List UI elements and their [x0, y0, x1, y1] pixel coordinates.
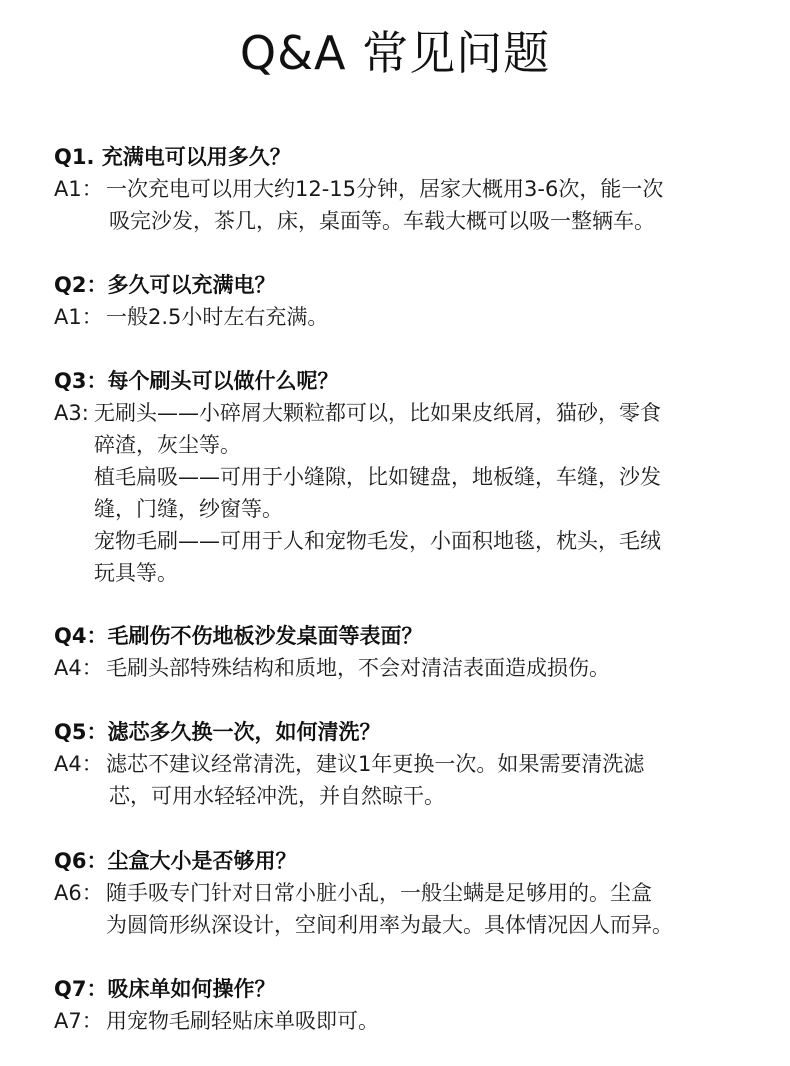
answer-3-line-3: 植毛扁吸——可用于小缝隙，比如键盘，地板缝，车缝，沙发	[94, 465, 661, 489]
question-6: Q6：尘盒大小是否够用？	[54, 849, 297, 873]
answer-4-body	[106, 652, 754, 684]
answer-7-line-1: 用宠物毛刷轻贴床单吸即可。	[106, 1009, 379, 1033]
answer-5-line-2: 芯，可用水轻轻冲洗，并自然晾干。	[109, 784, 445, 808]
question-1: Q1. 充满电可以用多久？	[54, 145, 291, 169]
qa-item-7	[54, 973, 754, 1037]
question-4: Q4：毛刷伤不伤地板沙发桌面等表面？	[54, 624, 423, 648]
answer-5-prefix: A4：	[54, 752, 103, 776]
answer-5	[54, 748, 754, 812]
answer-5-body	[106, 748, 754, 812]
answer-3-line-6: 玩具等。	[94, 561, 178, 585]
answer-3-line-1: 无刷头——小碎屑大颗粒都可以，比如果皮纸屑，猫砂，零食	[94, 401, 661, 425]
answer-6-body	[106, 877, 754, 941]
answer-1	[54, 173, 754, 237]
answer-2-body	[106, 301, 754, 333]
answer-3-body	[94, 397, 754, 589]
answer-3-prefix: A3:	[54, 401, 89, 425]
qa-item-3	[54, 365, 754, 589]
answer-6	[54, 877, 754, 941]
qa-item-5	[54, 716, 754, 812]
answer-6-prefix: A6：	[54, 881, 103, 905]
answer-2-prefix: A1：	[54, 305, 103, 329]
qa-item-2	[54, 269, 754, 333]
question-7: Q7：吸床单如何操作？	[54, 977, 276, 1001]
question-3: Q3：每个刷头可以做什么呢？	[54, 369, 339, 393]
answer-3-line-4: 缝，门缝，纱窗等。	[94, 497, 283, 521]
qa-item-6	[54, 845, 754, 941]
answer-3	[54, 397, 754, 589]
answer-7-prefix: A7：	[54, 1009, 103, 1033]
answer-2-line-1: 一般2.5小时左右充满。	[106, 305, 329, 329]
qa-item-4	[54, 620, 754, 684]
answer-3-line-5: 宠物毛刷——可用于人和宠物毛发，小面积地毯，枕头，毛绒	[94, 529, 661, 553]
page-title: Q&A 常见问题	[239, 26, 551, 80]
question-5: Q5：滤芯多久换一次，如何清洗？	[54, 720, 381, 744]
answer-6-line-2: 为圆筒形纵深设计，空间利用率为最大。具体情况因人而异。	[106, 913, 673, 937]
answer-6-line-1: 随手吸专门针对日常小脏小乱，一般尘螨是足够用的。尘盒	[106, 881, 652, 905]
answer-4-prefix: A4：	[54, 656, 103, 680]
answer-4-line-1: 毛刷头部特殊结构和质地，不会对清洁表面造成损伤。	[106, 656, 610, 680]
answer-1-prefix: A1：	[54, 177, 103, 201]
qa-item-1	[54, 141, 754, 237]
answer-1-line-2: 吸完沙发，茶几，床，桌面等。车载大概可以吸一整辆车。	[109, 209, 655, 233]
answer-4	[54, 652, 754, 684]
answer-7-body	[106, 1005, 754, 1037]
answer-7	[54, 1005, 754, 1037]
answer-1-body	[106, 173, 754, 237]
answer-1-line-1: 一次充电可以用大约12-15分钟，居家大概用3-6次，能一次	[106, 177, 664, 201]
answer-3-line-2: 碎渣，灰尘等。	[94, 433, 241, 457]
answer-5-line-1: 滤芯不建议经常清洗，建议1年更换一次。如果需要清洗滤	[106, 752, 645, 776]
question-2: Q2：多久可以充满电？	[54, 273, 276, 297]
answer-2	[54, 301, 754, 333]
